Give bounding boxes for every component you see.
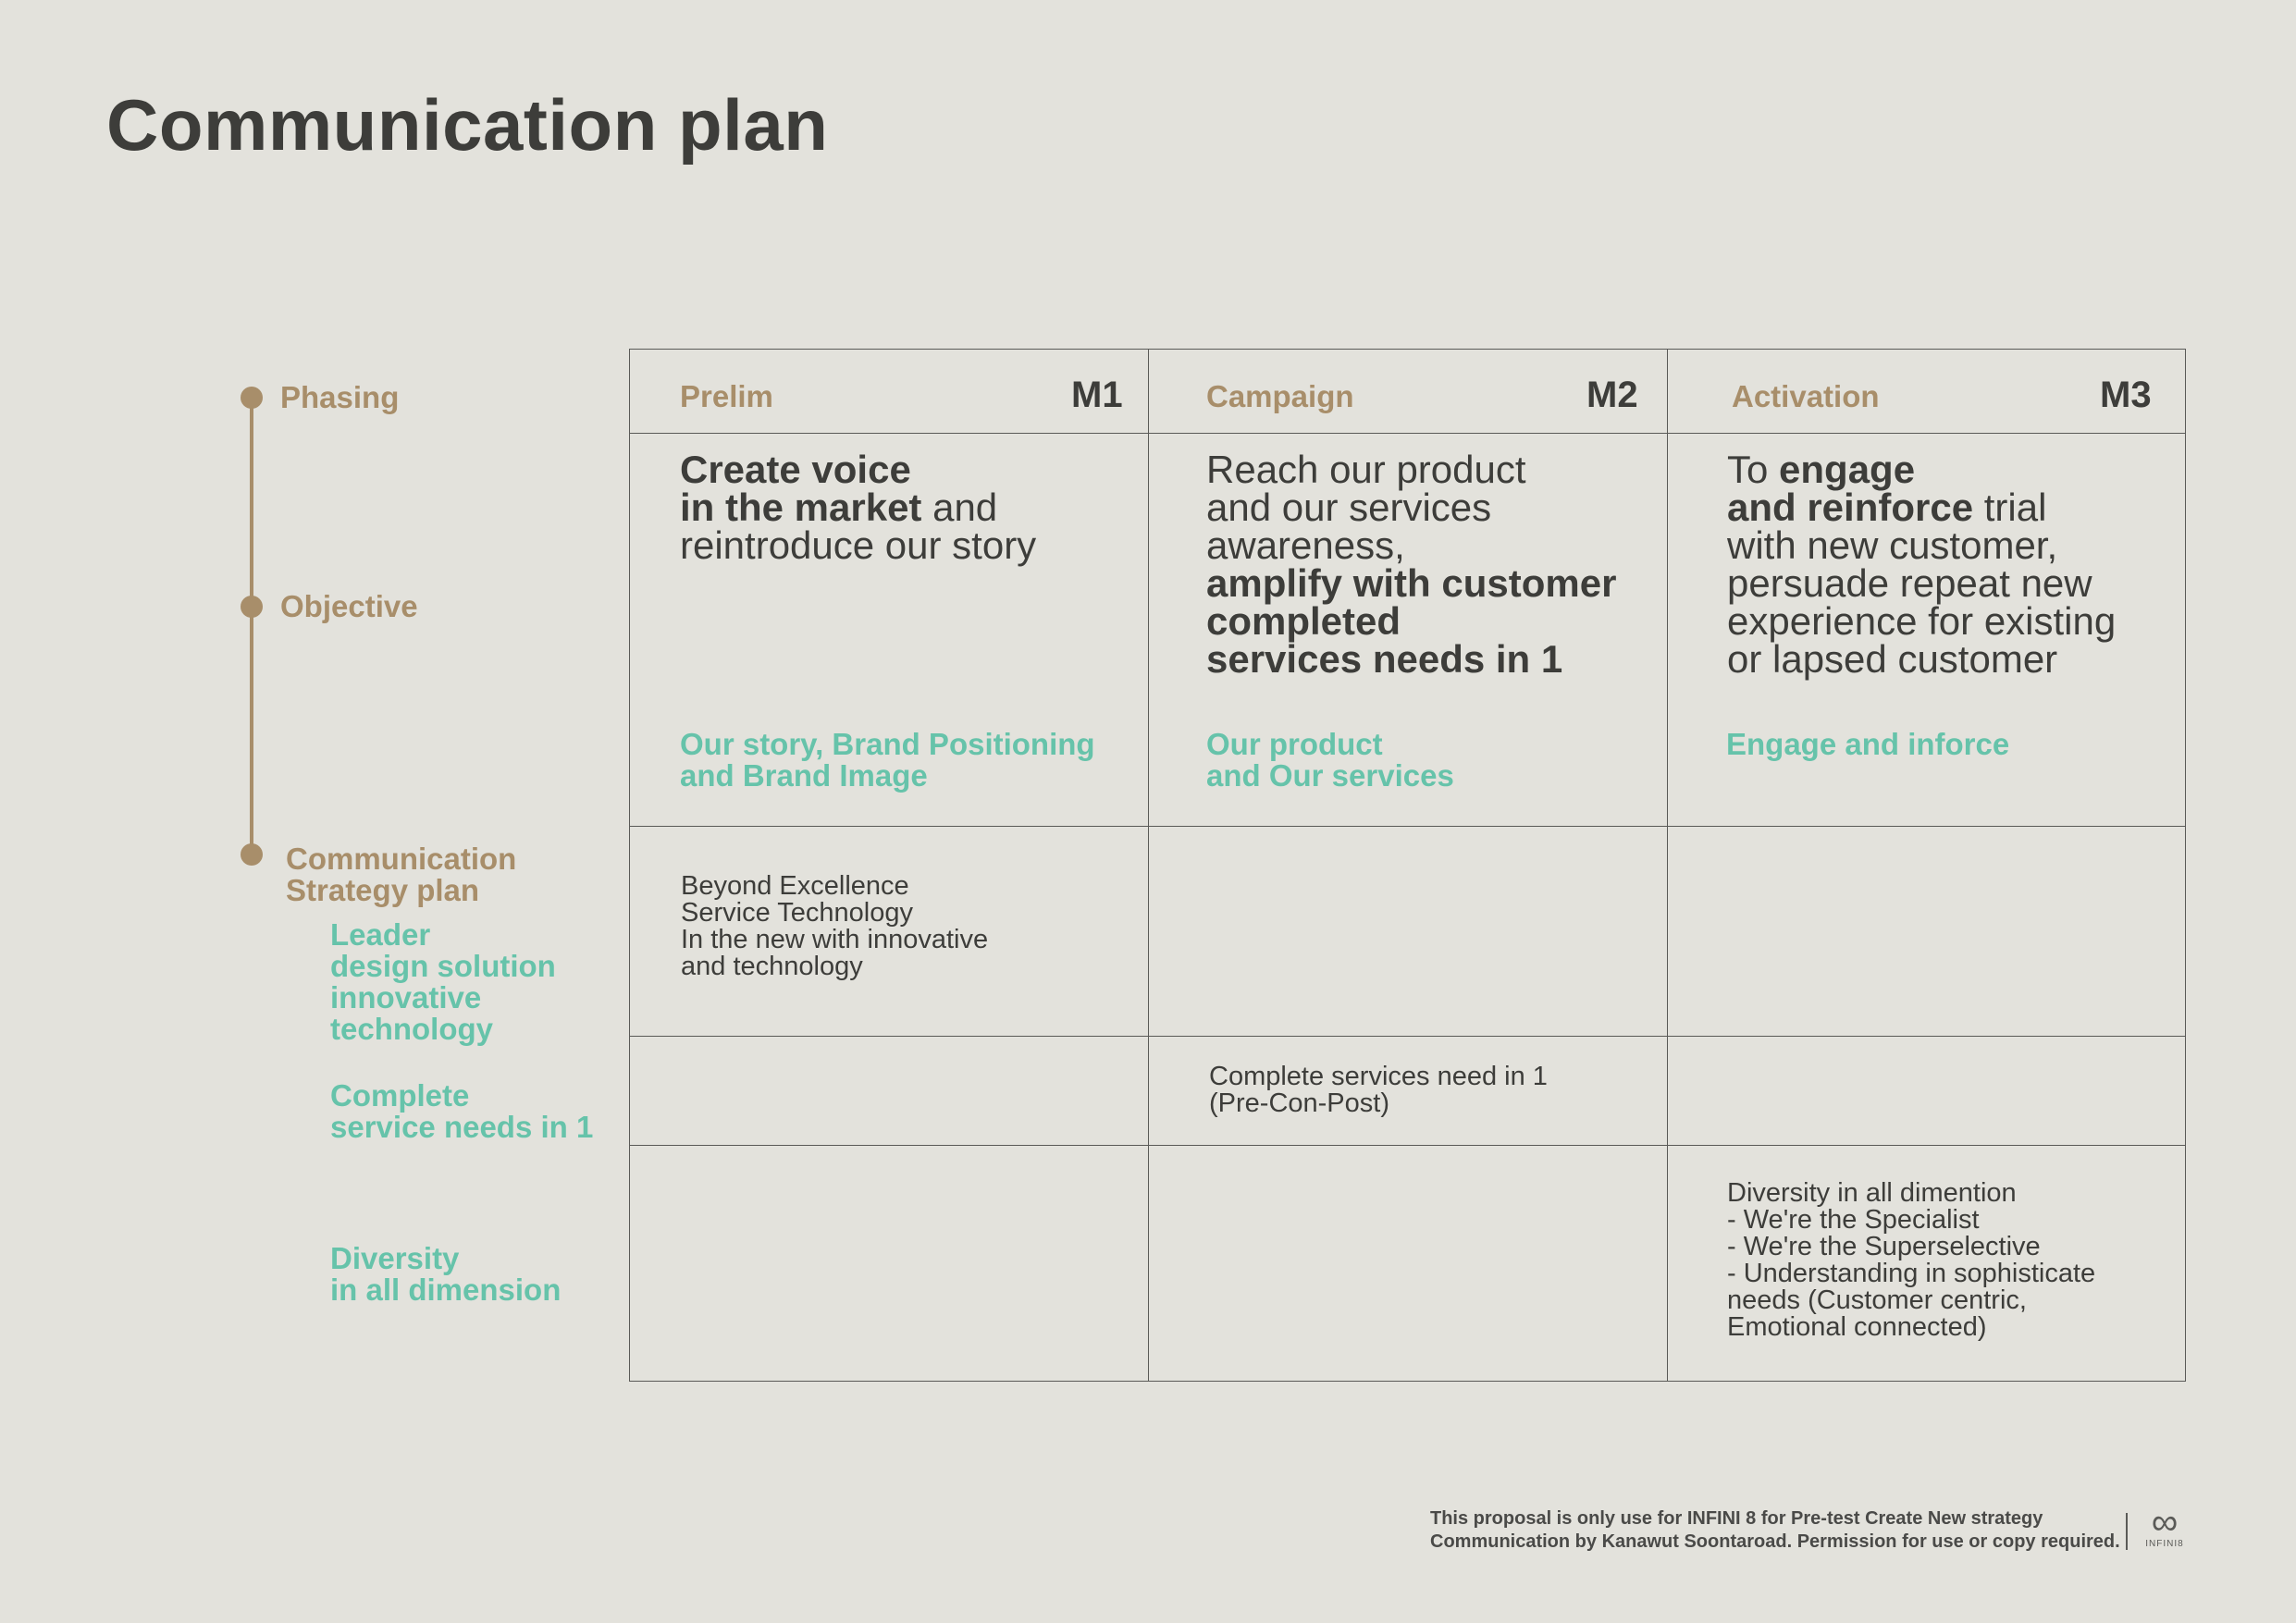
focus-campaign: Our product and Our services: [1206, 727, 1454, 793]
table-divider: [1148, 349, 1149, 1382]
footer-disclaimer: This proposal is only use for INFINI 8 for Pre-test Create New strategy Communication by Kanawut Soontaroad. Permission for use or copy required.: [1430, 1508, 2120, 1552]
infinity-icon: ∞: [2151, 1502, 2179, 1543]
table-divider: [629, 826, 2186, 827]
objective-text-run: To: [1727, 448, 1780, 491]
objective-text-run: completed: [1206, 599, 1401, 643]
phase-prelim: Prelim: [680, 379, 773, 413]
objective-text-run: in the market: [680, 486, 922, 529]
objective-text-run: with new customer,: [1727, 523, 2058, 567]
cell-leader-prelim: Beyond Excellence Service Technology In the new with innovative and technology: [681, 871, 989, 981]
month-m3: M3: [2100, 375, 2152, 415]
objective-text-run: awareness,: [1206, 523, 1405, 567]
footer-separator: [2126, 1513, 2128, 1550]
table-divider: [1667, 349, 1668, 1382]
cell-complete-campaign: Complete services need in 1 (Pre-Con-Post): [1209, 1062, 1548, 1118]
logo-wordmark: INFINI8: [2145, 1539, 2184, 1549]
cell-diversity-activation: Diversity in all dimention - We're the Specialist - We're the Superselective - Understanding in sophisticate needs (Customer centric, Emotional connected): [1727, 1178, 2096, 1342]
objective-prelim: [680, 448, 1037, 567]
label-strategy-plan: Communication Strategy plan: [286, 842, 517, 907]
strategy-diversity: Diversity in all dimension: [330, 1241, 562, 1307]
objective-text-run: amplify with customer: [1206, 561, 1617, 605]
objective-text-run: Reach our product: [1206, 448, 1526, 491]
timeline-line: [250, 398, 253, 855]
objective-activation: [1727, 448, 2117, 681]
objective-text-run: or lapsed customer: [1727, 637, 2058, 681]
objective-text-run: reintroduce our story: [680, 523, 1037, 567]
table-divider: [629, 433, 2186, 434]
objective-text-run: experience for existing: [1727, 599, 2117, 643]
objective-campaign: [1206, 448, 1617, 681]
objective-text-run: and reinforce: [1727, 486, 1974, 529]
table-divider: [629, 1036, 2186, 1037]
focus-prelim: Our story, Brand Positioning and Brand Image: [680, 727, 1095, 793]
objective-text-run: engage: [1779, 448, 1916, 491]
objective-text-run: persuade repeat new: [1727, 561, 2092, 605]
phase-campaign: Campaign: [1206, 379, 1354, 413]
objective-text-run: services needs in 1: [1206, 637, 1563, 681]
timeline-dot-phasing: [241, 387, 263, 409]
objective-text-run: and our services: [1206, 486, 1492, 529]
strategy-complete: Complete service needs in 1: [330, 1078, 594, 1144]
table-divider: [629, 1145, 2186, 1146]
month-m1: M1: [1071, 375, 1123, 415]
timeline-dot-objective: [241, 596, 263, 618]
phase-activation: Activation: [1732, 379, 1880, 413]
objective-text-run: Create voice: [680, 448, 911, 491]
month-m2: M2: [1586, 375, 1638, 415]
objective-text-run: trial: [1973, 486, 2047, 529]
focus-activation: Engage and inforce: [1726, 727, 2010, 761]
timeline-dot-strategy: [241, 843, 263, 866]
page-title: Communication plan: [106, 84, 829, 166]
objective-text-run: and: [921, 486, 998, 529]
infini8-logo: [2139, 1502, 2191, 1549]
strategy-leader: Leader design solution innovative technology: [330, 917, 556, 1046]
label-phasing: Phasing: [280, 380, 400, 414]
label-objective: Objective: [280, 589, 418, 623]
